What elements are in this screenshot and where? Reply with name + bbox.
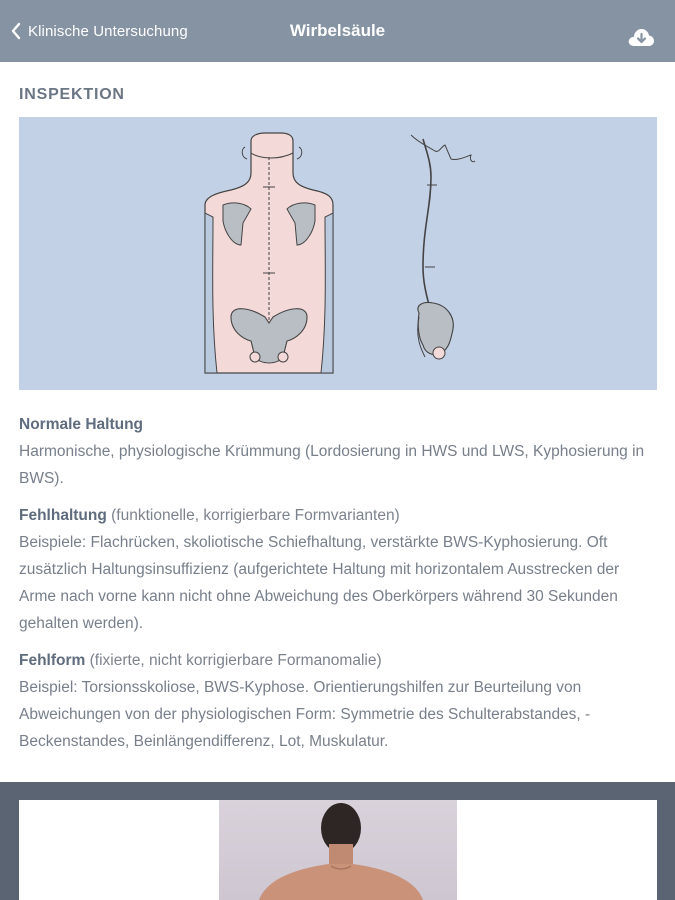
posture-diagram: [19, 117, 657, 390]
photo-section: [0, 782, 675, 900]
paragraph-body: Beispiel: Torsionsskoliose, BWS-Kyphose. Orientierungshilfen zur Beurteilung von Abweichungen von der physiologischen Form: Symmetrie des Schulterabstandes, -Beckenstandes, Beinlängendifferenz, Lot, Muskulatur.: [19, 679, 591, 750]
patient-back-photo: [219, 800, 457, 900]
back-button[interactable]: [10, 0, 188, 62]
patient-figure: [219, 800, 457, 900]
paragraph-fehlform: [19, 647, 659, 755]
term-normale-haltung: Normale Haltung: [19, 416, 144, 433]
paragraph-body: Beispiele: Flachrücken, skoliotische Schiefhaltung, verstärkte BWS-Kyphosierung. Oft zusätzlich Haltungsinsuffizienz (aufgerichtete Haltung mit horizontalem Ausstrecken der Arme nach vorne kann nicht ohne Abweichung des Oberkörpers während 30 Sekunden gehalten werden).: [19, 534, 620, 632]
term-qualifier: (fixierte, nicht korrigierbare Formanomalie): [85, 652, 382, 669]
term-qualifier: (funktionelle, korrigierbare Formvarianten): [106, 507, 400, 524]
paragraph-body: Harmonische, physiologische Krümmung (Lordosierung in HWS und LWS, Kyphosierung in BWS).: [19, 443, 645, 487]
photo-card: [19, 800, 657, 900]
paragraph-normal-posture: [19, 411, 659, 492]
chevron-left-icon: [10, 21, 22, 41]
term-fehlform: Fehlform: [19, 652, 86, 669]
spine-illustration: [19, 117, 657, 390]
back-button-label: Klinische Untersuchung: [28, 22, 188, 40]
side-view-spine: [411, 135, 475, 359]
section-heading: INSPEKTION: [19, 86, 125, 103]
cloud-download-icon[interactable]: [627, 27, 655, 47]
term-fehlhaltung: Fehlhaltung: [19, 507, 107, 524]
navigation-bar: [0, 0, 675, 62]
page-title: Wirbelsäule: [289, 21, 386, 40]
paragraph-fehlhaltung: [19, 502, 659, 637]
back-view-figure: [205, 133, 333, 373]
